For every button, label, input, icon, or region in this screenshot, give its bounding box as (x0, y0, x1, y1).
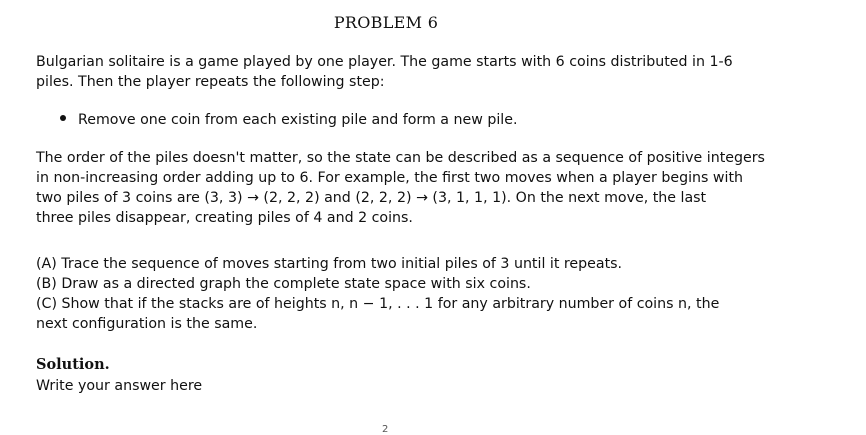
part-a: (A) Trace the sequence of moves starting from two initial piles of 3 until it repeats. (36, 256, 623, 272)
part-c-continued: next configuration is the same. (36, 316, 258, 332)
page-number: 2 (382, 424, 389, 435)
answer-area[interactable]: Write your answer here (36, 378, 203, 394)
part-b: (B) Draw as a directed graph the complete state space with six coins. (36, 276, 531, 292)
intro-paragraph (36, 52, 752, 92)
intro-line: Bulgarian solitaire is a game played by one player. The game starts with 6 coins distributed in 1-6 (36, 54, 733, 70)
solution-heading: Solution. (36, 356, 110, 373)
part-c: (C) Show that if the stacks are of heights n, n − 1, . . . 1 for any arbitrary number of coins n, the (36, 296, 720, 312)
parts-list (36, 254, 752, 334)
desc-line: The order of the piles doesn't matter, so the state can be described as a sequence of positive integers (36, 150, 765, 166)
bullet-icon (60, 115, 66, 121)
description-paragraph (36, 148, 765, 228)
rule-text: Remove one coin from each existing pile and form a new pile. (78, 112, 518, 128)
desc-line: in non-increasing order adding up to 6. For example, the first two moves when a player begins with (36, 170, 744, 186)
intro-line: piles. Then the player repeats the following step: (36, 74, 385, 90)
problem-title: PROBLEM 6 (333, 13, 439, 32)
rule-bullet (60, 110, 776, 130)
desc-line: two piles of 3 coins are (3, 3) → (2, 2, 2) and (2, 2, 2) → (3, 1, 1, 1). On the next move, the last (36, 190, 707, 206)
desc-line: three piles disappear, creating piles of 4 and 2 coins. (36, 210, 413, 226)
